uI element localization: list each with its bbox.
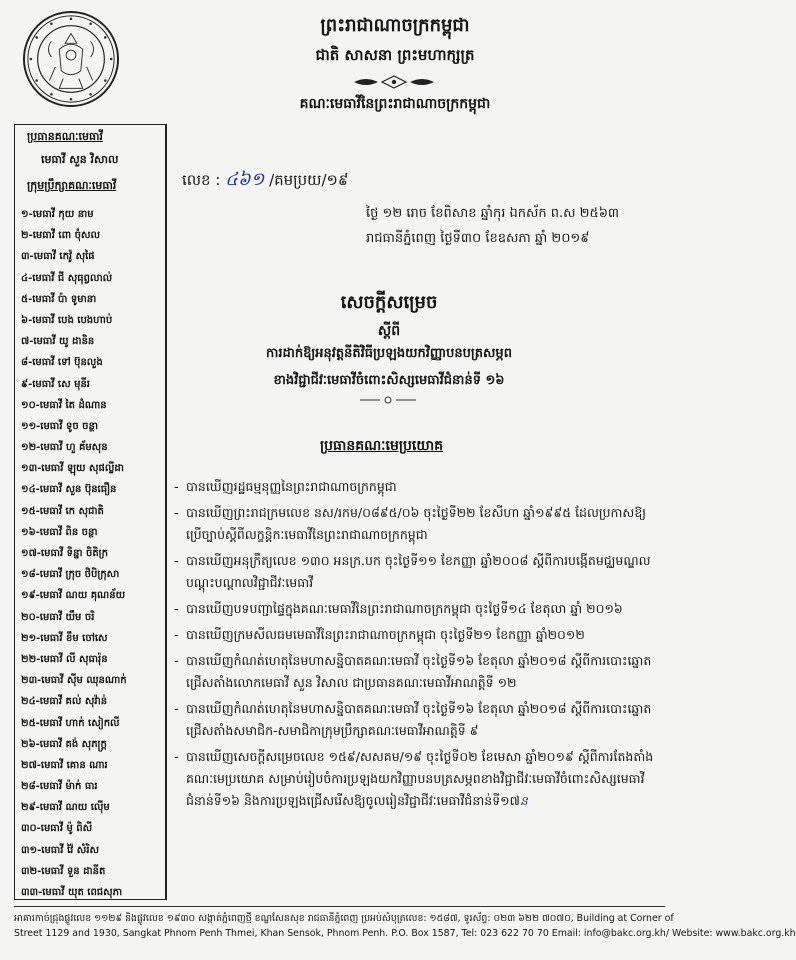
- consideration-text: បានឃើញកំណត់ហេតុនៃមហាសន្និបាតគណៈមេធាវី ចុះថ្ងៃទី១៦ ខែតុលា ឆ្នាំ២០១៨ ស្តីពីការបោះឆ្នោតជ្រើសតាំងសមាជិក-សមាជិកាក្រុមប្រឹក្សាគណៈមេធាវីអាណត្តិទី ៩: [186, 701, 652, 738]
- consideration-item: [172, 746, 660, 812]
- sidebar-member: ២៤-មេធាវី គល់ សុវ៉ាន់: [21, 696, 108, 708]
- sidebar-president-heading: ប្រធានគណៈមេធាវី: [27, 130, 103, 143]
- sidebar-member: ១៨-មេធាវី ក្រុច ថិបិក្រុសា: [21, 569, 120, 581]
- ornament-divider-icon: [352, 74, 436, 90]
- sidebar-member: ១-មេធាវី កុយ នាម: [21, 209, 94, 220]
- sidebar-member: ២៨-មេធាវី ម៉ាក់ ធារ: [21, 781, 98, 793]
- consideration-item: [172, 598, 660, 620]
- sidebar-member: ១៩-មេធាវី ណយ គុណន័យ: [21, 590, 126, 602]
- consideration-item: [172, 650, 660, 694]
- sidebar-members-list: [21, 207, 163, 906]
- sidebar-member: ៤-មេធាវី ជី សុធុព្វលាល់: [21, 272, 113, 284]
- sidebar-member: ២៩-មេធាវី ណយ ល៉ើម: [21, 802, 110, 814]
- sidebar-member: ១១-មេធាវី ទូច ចន្ថា: [21, 420, 99, 432]
- section-heading: ប្រធានគណៈមេប្រយោគ: [320, 438, 444, 454]
- consideration-text: បានឃើញសេចក្តីសម្រេចលេខ ១៥៩/សសគម/១៩ ចុះថ្ងៃទី០២ ខែមេសា ឆ្នាំ២០១៩ ស្តីពីការតែងតាំងគណៈមេប្រយោគ សម្រាប់រៀបចំការប្រឡងយកវិញ្ញាបនបត្រសម្ភពខាងវិជ្ជាជីវៈមេធាវីចំពោះសិស្សមេធាវីជំនាន់ទី១៦ និងការប្រឡងជ្រើសរើសឱ្យចូលរៀនវិជ្ជាជីវៈមេធាវីជំនាន់ទី១៧: [186, 749, 654, 808]
- consideration-text: បានឃើញព្រះរាជក្រមលេខ នស/រកម/០៨៩៥/០៦ ចុះថ្ងៃទី២២ ខែសីហា ឆ្នាំ១៩៩៥ ដែលប្រកាសឱ្យប្រើច្បាប់ស្តីពីលក្ខន្តិកៈមេធាវីនៃព្រះរាជាណាចក្រកម្ពុជា: [186, 505, 646, 542]
- lunar-date: ថ្ងៃ ១២ រោច ខែពិសាខ ឆ្នាំកុរ ឯកស័ក ព.ស ២៥៦៣: [366, 206, 620, 221]
- consideration-item: [172, 502, 660, 546]
- sidebar-member: ៦-មេធាវី បេង បេងហាប់: [21, 314, 113, 326]
- sidebar-member: ១០-មេធាវី តៃ ដំណាន: [21, 399, 107, 411]
- reference-number: [182, 167, 348, 194]
- sidebar-members-heading: ក្រុមប្រឹក្សាគណៈមេធាវី: [27, 179, 117, 192]
- header-kingdom: ព្រះរាជាណាចក្រកម្ពុជា: [320, 15, 470, 36]
- sidebar-member: ២-មេធាវី ពោ ចុំសល: [21, 230, 100, 242]
- sidebar-member: ៣-មេធាវី កេវ៉ូ សុផៃ: [21, 251, 95, 263]
- title-ornament-icon: [358, 394, 418, 406]
- sidebar-member: ២៧-មេធាវី គោន ណារ: [21, 759, 108, 771]
- solar-date: រាជធានីភ្នំពេញ ថ្ងៃទី៣០ ខែឧសភា ឆ្នាំ ២០១៩: [366, 231, 590, 246]
- sidebar-member: ៨-មេធាវី ទៅ ប៊ុនលួង: [21, 357, 103, 369]
- sidebar-member: ២២-មេធាវី លី សុធារ៉ុន: [21, 653, 108, 665]
- sidebar-member: ២៦-មេធាវី គង់ សុភក្រ្ត: [21, 738, 107, 750]
- header-council-name: គណៈមេធាវីនៃព្រះរាជាណាចក្រកម្ពុជា: [299, 96, 491, 112]
- sidebar-member: ១៦-មេធាវី ពិន ចន្ថា: [21, 526, 98, 538]
- sidebar-member: ១៧-មេធាវី ទិន្នា ចិតិក្រ: [21, 548, 108, 559]
- sidebar-member: ៣៣-មេធាវី យុត ពេជសុភា: [21, 887, 123, 898]
- sidebar-member: ២៥-មេធាវី ហាក់ សៀកលី: [21, 717, 120, 729]
- consideration-item: [172, 698, 660, 742]
- footer-address-line-1: អាគារកាច់ជ្រុងផ្លូវលេខ ១១២៩ និងផ្លូវលេខ ១៩៣០ សង្កាត់ភ្នំពេញថ្មី ខណ្ឌសែនសុខ រាជធានីភ្នំពេញ ប្រអប់សំបុត្រលេខ: ១៥៨៧, ទូរស័ព្ទ: ០២៣ ៦២២ ៧០៧០, Building at Corner of: [14, 913, 674, 924]
- council-sidebar: [14, 124, 167, 900]
- consideration-text: បានឃើញក្រមសីលធមមេធាវីនៃព្រះរាជាណាចក្រកម្ពុជា ចុះថ្ងៃទី២១ ខែកញ្ញា ឆ្នាំ២០១២: [186, 627, 585, 642]
- bar-association-seal-icon: [22, 10, 120, 108]
- sidebar-member: ៥-មេធាវី ប៉ា ទូមានា: [21, 293, 97, 305]
- sidebar-president-name: មេធាវី សួន វិសាល: [41, 153, 119, 166]
- decision-subject-line-1: ការដាក់ឱ្យអនុវត្តនីតិវិធីប្រឡងយកវិញ្ញាបនបត្រសម្ភព: [266, 346, 512, 361]
- sidebar-member: ៣២-មេធាវី ទួន ដានីត: [21, 865, 106, 877]
- consideration-item: [172, 476, 660, 498]
- sidebar-member: ១២-មេធាវី ហួ គ័មសុន: [21, 442, 108, 454]
- consideration-text: បានឃើញរដ្ឋធម្មនុញ្ញនៃព្រះរាជាណាចក្រកម្ពុជា: [186, 479, 397, 494]
- reference-label: លេខ :: [182, 171, 221, 189]
- consideration-text: បានឃើញអនុក្រឹត្យលេខ ១៣០ អនក្រ.បក ចុះថ្ងៃទី១១ ខែកញ្ញា ឆ្នាំ២០០៨ ស្តីពីការបង្កើតមជ្ឈមណ្ឌលបណ្តុះបណ្តាលវិជ្ជាជីវៈមេធាវី: [186, 553, 651, 590]
- handwritten-reference-number: ៤៦១: [225, 169, 265, 190]
- sidebar-member: ១៤-មេធាវី សួន ប៊ុនធឿន: [21, 484, 117, 496]
- consideration-text: បានឃើញកំណត់ហេតុនៃមហាសន្និបាតគណៈមេធាវី ចុះថ្ងៃទី១៦ ខែតុលា ឆ្នាំ២០១៨ ស្តីពីការបោះឆ្នោតជ្រើសតាំងលោកមេធាវី សួន វិសាល ជាប្រធានគណៈមេធាវីអាណត្តិទី ១២: [186, 653, 652, 690]
- sidebar-member: ១៥-មេធាវី កេ សុជាតិ: [21, 505, 104, 517]
- consideration-text: បានឃើញបទបញ្ជាផ្ទៃក្នុងគណៈមេធាវីនៃព្រះរាជាណាចក្រកម្ពុជា ចុះថ្ងៃទី១៤ ខែតុលា ឆ្នាំ ២០១៦: [186, 601, 623, 616]
- sidebar-member: ១៣-មេធាវី ឡុយ សុផល្លីដា: [21, 463, 124, 475]
- consideration-item: [172, 624, 660, 646]
- sidebar-member: ៩-មេធាវី សេ មុនីរ: [21, 378, 90, 390]
- sidebar-member: ២៣-មេធាវី ស៊ីម ឈុនណាក់: [21, 675, 127, 687]
- sidebar-member: ២១-មេធាវី ខឹម ចៅសេ: [21, 632, 108, 644]
- decision-about: ស្តីពី: [377, 323, 401, 339]
- header-motto: ជាតិ សាសនា ព្រះមហាក្សត្រ: [315, 46, 475, 64]
- sidebar-member: ៣១-មេធាវី វ៉ៃ សំរិស: [21, 844, 100, 856]
- footer-divider: [14, 906, 665, 907]
- consideration-item: [172, 550, 660, 594]
- reference-suffix: /គមប្រយ/១៩: [269, 171, 349, 189]
- decision-subject-line-2: ខាងវិជ្ជាជីវៈមេធាវីចំពោះសិស្សមេធាវីជំនាន់ទី ១៦: [273, 373, 505, 388]
- footer-address-line-2: Street 1129 and 1930, Sangkat Phnom Penh Thmei, Khan Sensok, Phnom Penh. P.O. Box 1587, Tel: 023 622 70 70 Email: info@bakc.org.kh/ Website: www.bakc.org.kh: [14, 928, 796, 939]
- sidebar-member: ៣០-មេធាវី ម៉ូ ពិសី: [21, 823, 93, 835]
- considerations-list: [172, 476, 660, 816]
- sidebar-member: ២០-មេធាវី យឹម ចរិ: [21, 611, 95, 623]
- sidebar-member: ៧-មេធាវី យូ ដានិន: [21, 336, 95, 348]
- handwritten-mark: ន: [519, 793, 528, 808]
- decision-title: សេចក្តីសម្រេច: [340, 292, 438, 313]
